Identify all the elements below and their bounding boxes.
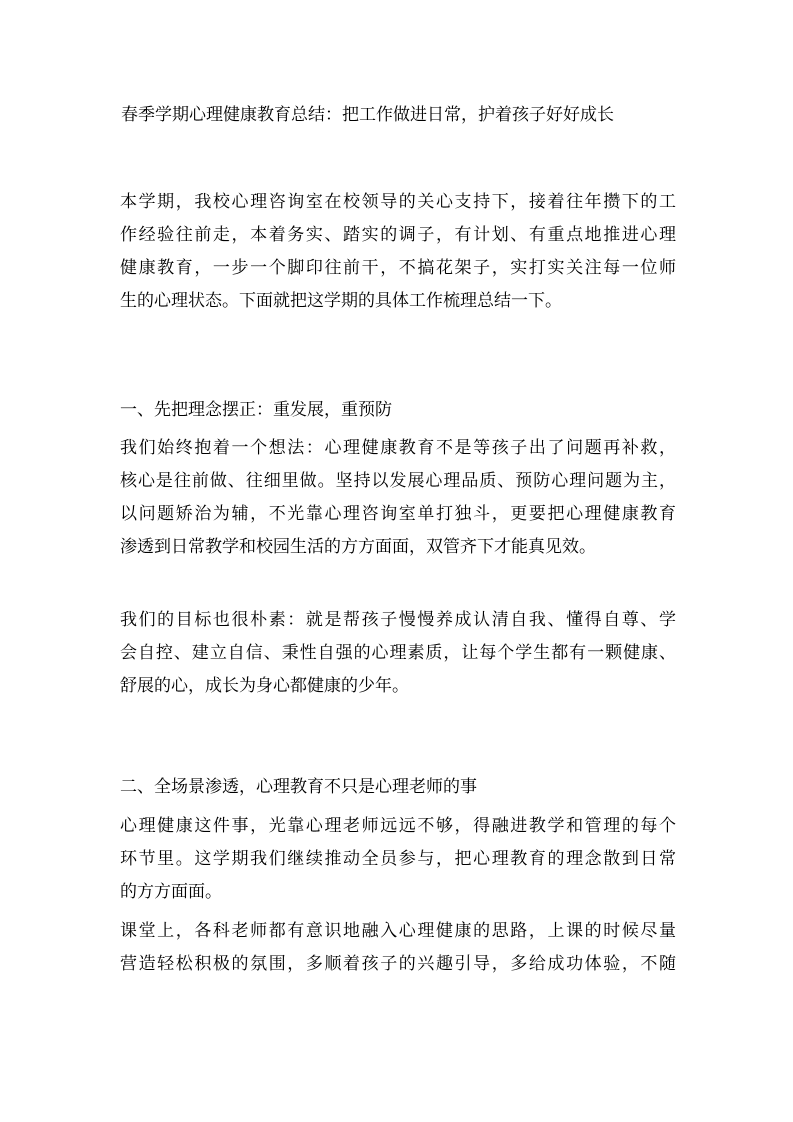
section-2-paragraph-1 [120, 810, 676, 909]
paragraph-line: 舒展的心，成长为身心都健康的少年。 [120, 676, 409, 696]
intro-paragraph [120, 186, 676, 318]
section-2-heading: 二、全场景渗透，心理教育不只是心理老师的事 [120, 777, 477, 797]
paragraph-line: 渗透到日常教学和校园生活的方方面面，双管齐下才能真见效。 [120, 537, 596, 557]
paragraph-line: 以问题矫治为辅，不光靠心理咨询室单打独斗，更要把心理健康教育 [120, 504, 676, 524]
paragraph-line: 我们的目标也很朴素：就是帮孩子慢慢养成认清自我、懂得自尊、学 [120, 610, 676, 630]
paragraph-line: 会自控、建立自信、秉性自强的心理素质，让每个学生都有一颗健康、 [120, 643, 676, 663]
paragraph-line: 的方方面面。 [120, 882, 222, 902]
section-1-paragraph-1 [120, 432, 676, 564]
section-2-paragraph-2 [120, 915, 676, 981]
section-1-heading: 一、先把理念摆正：重发展，重预防 [120, 400, 392, 420]
intro-line: 本学期，我校心理咨询室在校领导的关心支持下，接着往年攒下的工 [120, 192, 676, 212]
paragraph-line: 环节里。这学期我们继续推动全员参与，把心理教育的理念散到日常 [120, 849, 676, 869]
paragraph-line: 课堂上，各科老师都有意识地融入心理健康的思路，上课的时候尽量 [120, 921, 676, 941]
paragraph-line: 营造轻松积极的氛围，多顺着孩子的兴趣引导，多给成功体验，不随 [120, 954, 676, 974]
paragraph-line: 我们始终抱着一个想法：心理健康教育不是等孩子出了问题再补救， [120, 438, 676, 458]
document-title: 春季学期心理健康教育总结：把工作做进日常，护着孩子好好成长 [121, 105, 614, 125]
intro-line: 生的心理状态。下面就把这学期的具体工作梳理总结一下。 [120, 291, 562, 311]
intro-line: 健康教育，一步一个脚印往前干，不搞花架子，实打实关注每一位师 [120, 258, 676, 278]
paragraph-line: 心理健康这件事，光靠心理老师远远不够，得融进教学和管理的每个 [120, 816, 676, 836]
section-1-paragraph-2 [120, 604, 676, 703]
intro-line: 作经验往前走，本着务实、踏实的调子，有计划、有重点地推进心理 [120, 225, 676, 245]
paragraph-line: 核心是往前做、往细里做。坚持以发展心理品质、预防心理问题为主， [120, 471, 676, 491]
